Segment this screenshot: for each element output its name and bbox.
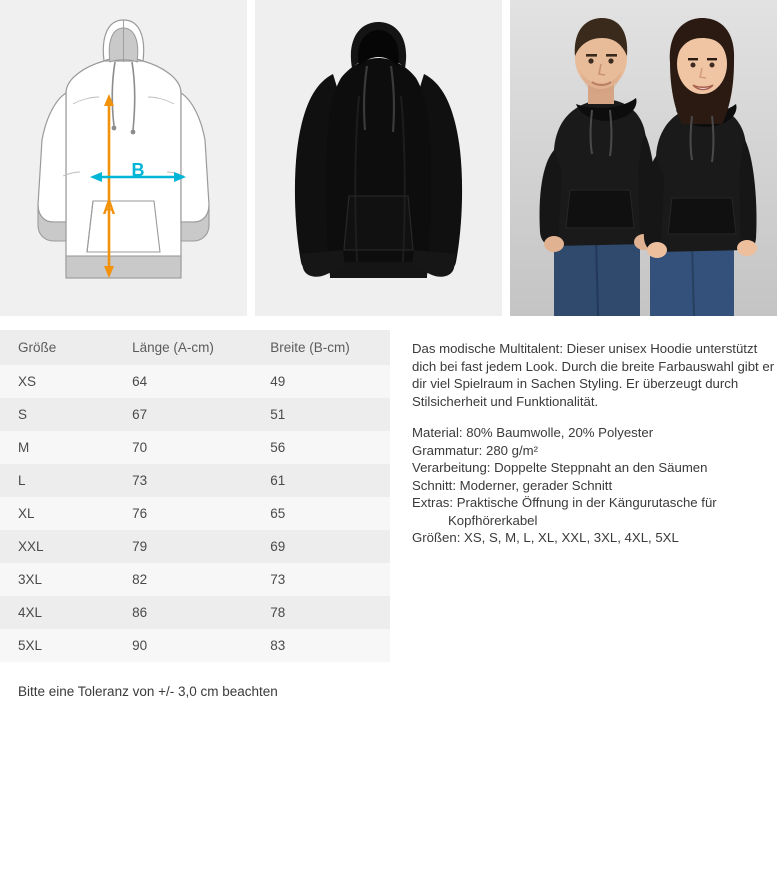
- cell-length: 79: [114, 530, 252, 563]
- column-header-size: Größe: [0, 330, 114, 365]
- description-material: Material: 80% Baumwolle, 20% Polyester: [412, 425, 654, 440]
- description-verarbeitung: Verarbeitung: Doppelte Steppnaht an den Säumen: [412, 460, 708, 475]
- cell-size: XL: [0, 497, 114, 530]
- table-row: [0, 596, 390, 629]
- cell-size: M: [0, 431, 114, 464]
- table-row: [0, 629, 390, 662]
- product-description: [390, 330, 777, 699]
- description-extras-continued: Kopfhörerkabel: [448, 512, 538, 528]
- measure-label-b: B: [131, 160, 145, 180]
- cell-width: 73: [252, 563, 390, 596]
- cell-width: 61: [252, 464, 390, 497]
- paragraph-spacer: [412, 410, 777, 424]
- description-groessen: Größen: XS, S, M, L, XL, XXL, 3XL, 4XL, 5XL: [412, 530, 679, 545]
- black-hoodie-product-photo: [255, 0, 502, 316]
- table-row: [0, 497, 390, 530]
- description-intro: Das modische Multitalent: Dieser unisex Hoodie unterstützt dich bei fast jedem Look. Durch die breite Farbauswahl gibt er dir viel Spielraum in Sachen Styling. Er überzeugt durch Stilsicherheit und Funktionalität.: [412, 341, 775, 409]
- cell-width: 69: [252, 530, 390, 563]
- cell-length: 82: [114, 563, 252, 596]
- tolerance-note: Bitte eine Toleranz von +/- 3,0 cm beachten: [18, 684, 278, 699]
- cell-length: 76: [114, 497, 252, 530]
- couple-wearing-hoodies-photo: [510, 0, 777, 316]
- description-extras: Extras: Praktische Öffnung in der Kängurutasche für: [412, 495, 717, 510]
- table-row: [0, 398, 390, 431]
- table-row: [0, 431, 390, 464]
- hoodie-technical-drawing: [0, 0, 247, 316]
- product-image-row: [0, 0, 777, 316]
- size-table-wrapper: [0, 330, 390, 699]
- cell-width: 51: [252, 398, 390, 431]
- cell-length: 64: [114, 365, 252, 398]
- details-section: [0, 330, 777, 699]
- cell-width: 56: [252, 431, 390, 464]
- cell-width: 65: [252, 497, 390, 530]
- cell-length: 86: [114, 596, 252, 629]
- cell-width: 49: [252, 365, 390, 398]
- cell-length: 73: [114, 464, 252, 497]
- cell-length: 67: [114, 398, 252, 431]
- column-header-length: Länge (A-cm): [114, 330, 252, 365]
- cell-size: XXL: [0, 530, 114, 563]
- table-row: [0, 464, 390, 497]
- cell-width: 83: [252, 629, 390, 662]
- cell-size: 3XL: [0, 563, 114, 596]
- cell-size: 4XL: [0, 596, 114, 629]
- table-row: [0, 563, 390, 596]
- cell-width: 78: [252, 596, 390, 629]
- size-table: [0, 330, 390, 662]
- cell-size: 5XL: [0, 629, 114, 662]
- description-schnitt: Schnitt: Moderner, gerader Schnitt: [412, 477, 613, 493]
- table-row: [0, 365, 390, 398]
- cell-size: XS: [0, 365, 114, 398]
- cell-length: 90: [114, 629, 252, 662]
- cell-length: 70: [114, 431, 252, 464]
- cell-size: L: [0, 464, 114, 497]
- measure-label-a: A: [102, 198, 116, 218]
- table-header-row: [0, 330, 390, 365]
- column-header-width: Breite (B-cm): [252, 330, 390, 365]
- table-row: [0, 530, 390, 563]
- description-grammatur: Grammatur: 280 g/m²: [412, 442, 539, 458]
- cell-size: S: [0, 398, 114, 431]
